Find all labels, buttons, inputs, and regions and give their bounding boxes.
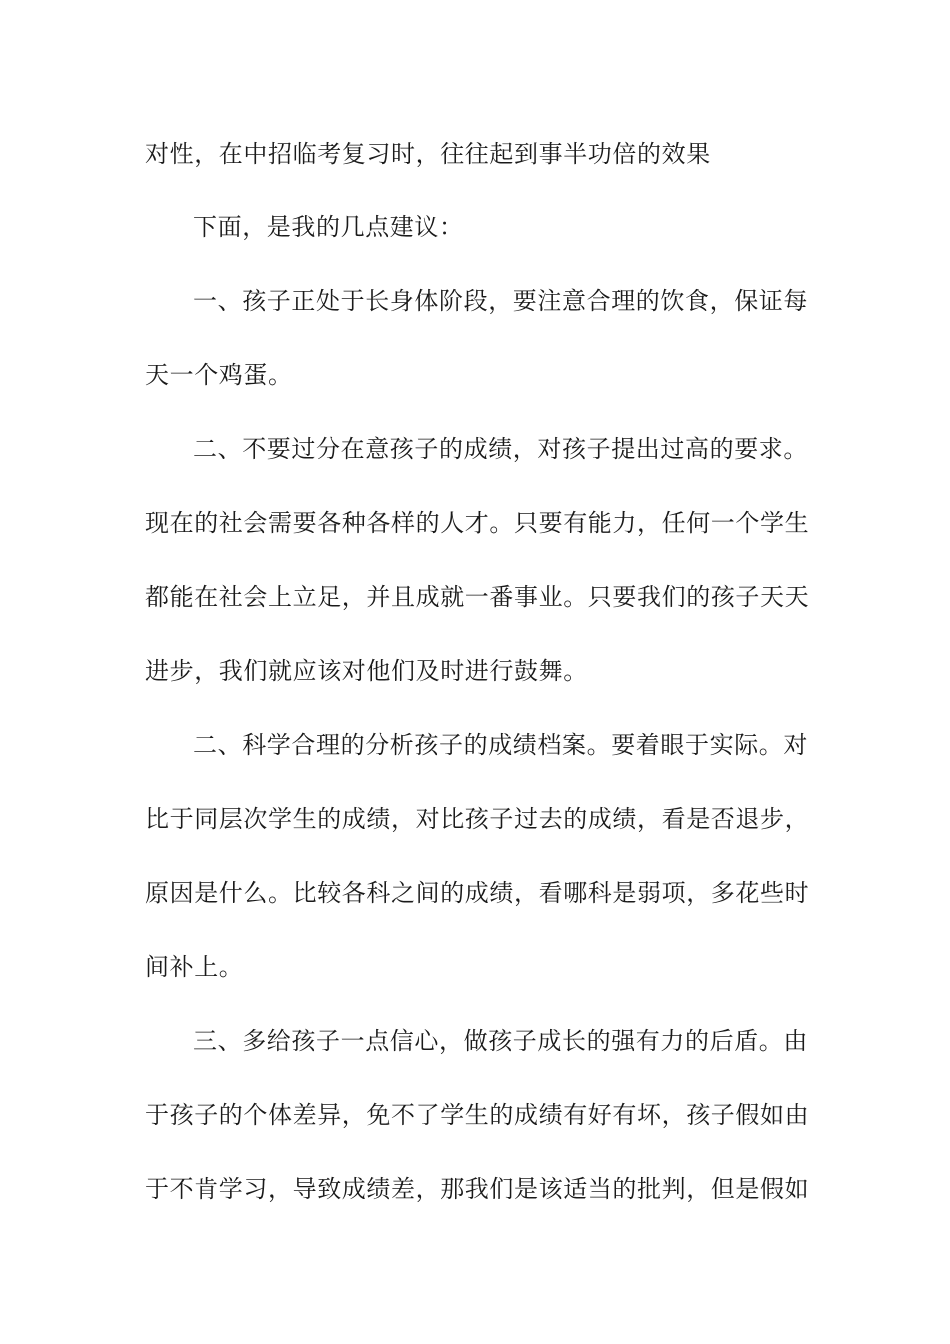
text-line: 对性，在中招临考复习时，往往起到事半功倍的效果 [145,140,711,168]
text-line: 二、不要过分在意孩子的成绩，对孩子提出过高的要求。 [193,435,808,463]
text-line: 二、科学合理的分析孩子的成绩档案。要着眼于实际。对 [193,731,808,759]
text-line: 三、多给孩子一点信心，做孩子成长的强有力的后盾。由 [193,1027,808,1055]
text-line: 进步，我们就应该对他们及时进行鼓舞。 [145,657,588,685]
text-line: 下面，是我的几点建议： [193,213,464,241]
text-line: 比于同层次学生的成绩，对比孩子过去的成绩，看是否退步， [145,805,810,833]
text-line: 都能在社会上立足，并且成就一番事业。只要我们的孩子天天 [145,583,810,611]
text-line: 原因是什么。比较各科之间的成绩，看哪科是弱项，多花些时 [145,879,810,907]
text-line: 于不肯学习，导致成绩差，那我们是该适当的批判，但是假如 [145,1175,810,1203]
text-line: 于孩子的个体差异，免不了学生的成绩有好有坏，孩子假如由 [145,1101,810,1129]
text-line: 间补上。 [145,953,244,981]
text-line: 现在的社会需要各种各样的人才。只要有能力，任何一个学生 [145,509,810,537]
text-line: 天一个鸡蛋。 [145,361,293,389]
text-line: 一、孩子正处于长身体阶段，要注意合理的饮食，保证每 [193,287,808,315]
